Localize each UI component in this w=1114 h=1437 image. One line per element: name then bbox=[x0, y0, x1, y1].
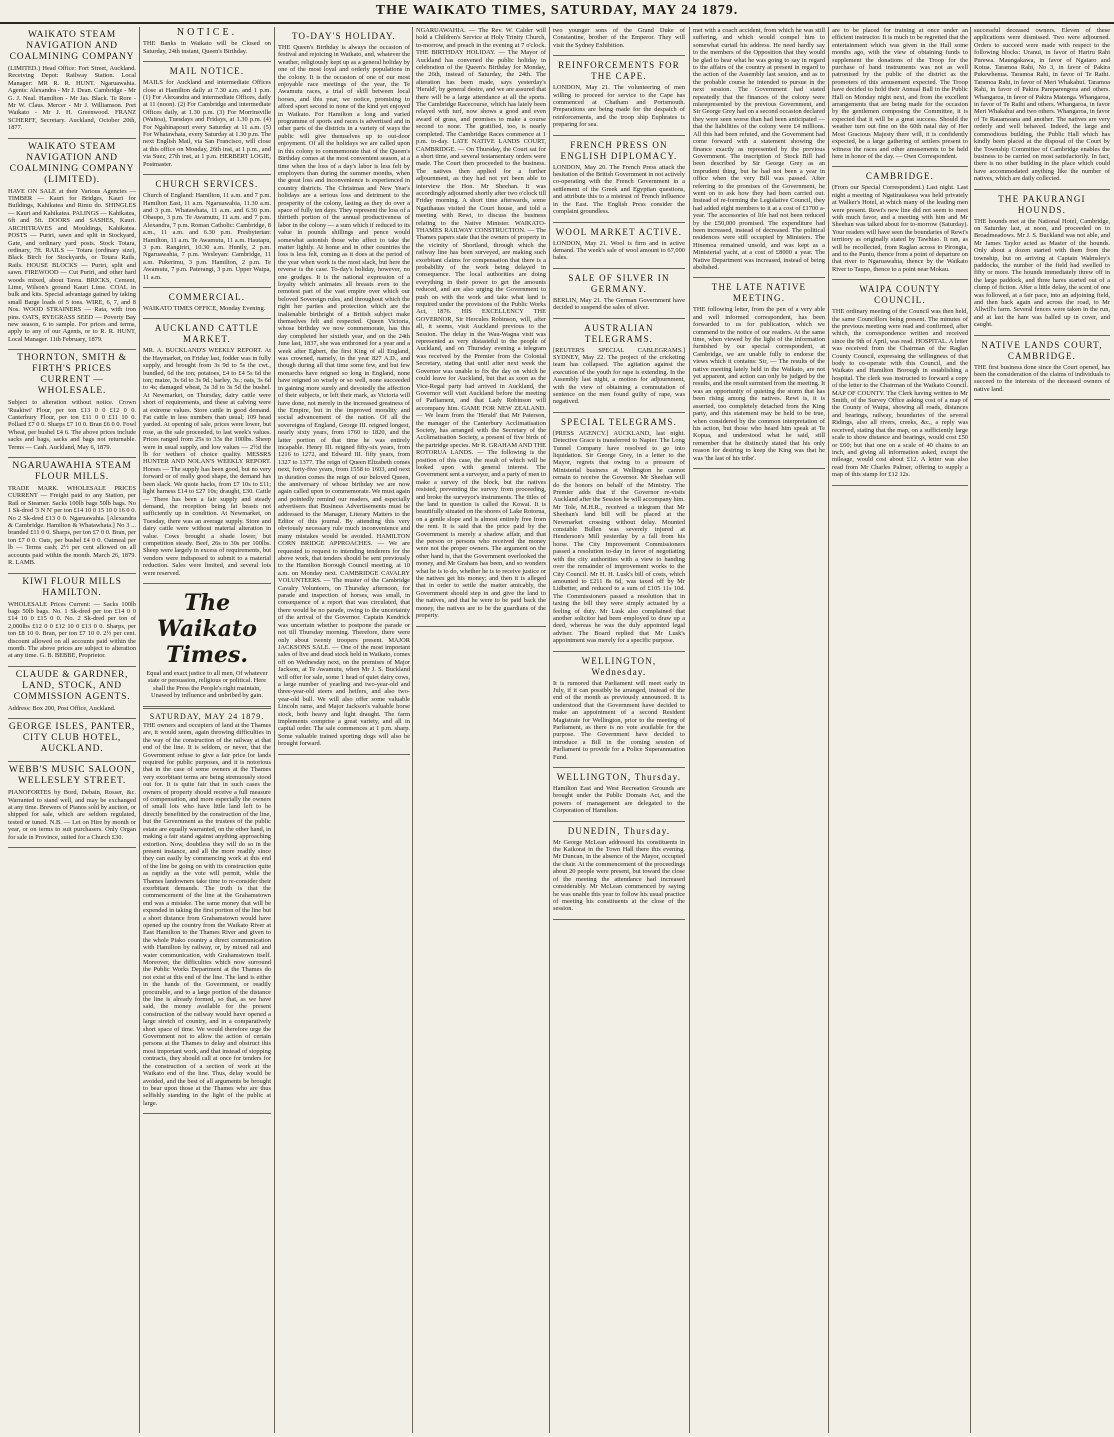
article-body: are to be placed for training at once under an efficient instructor. It is much to be regretted that the entertainment which was given in the Hall some months ago, with the view of obtaining funds to supplement the donations of the Troop for the purchase of band instruments was not as well patronised by the public of the district as the promoters of this amusement expected. The Troop have decided to hold their Annual Ball in the Public Hall on Monday night next, and from the excellent arrangements that are being made for the occasion by the gentlemen composing the Committee, it is expected that it will be a great success. Should the weather turn out fine on the 60th natal day of Her Most Gracious Majesty there will, it is confidently expected, be a large gathering of settlers present to witness the races and other amusements to be held here in honor of the day. — Own Correspondent. bbox=[832, 27, 968, 160]
advertisement-heading: CLAUDE & GARDNER, LAND, STOCK, AND COMMISSION AGENTS. bbox=[13, 669, 131, 702]
article-headline: SPECIAL TELEGRAMS. bbox=[560, 416, 678, 427]
article-body: THE following letter, from the pen of a very able and well informed correspondent, has been forwarded to us for publication, which we commend to the notice of our readers. At the same time, when viewed by the light of the information furnished by our special correspondent, at Cambridge, we are unable fully to endorse the views which it contains: Sir, — The results of the native meeting lately held in the Waikato, are not yet apparent, and action can only be judged by the results, and the result surmised from the meeting. It was an opportunity of quieting the storm that has been rising among the natives. Rewi is, it is asserted, too completely detached from the King party, and this statement may be held to be true, when considered by the common interpretation of his action, but those who heard him speak at Te Kopua, and understood what he said, still remember that he distinctly stated that his only reason for desiring to keep the King was that he was 'the last of his tribe'. bbox=[693, 306, 825, 462]
article bbox=[974, 27, 1110, 183]
section-rule bbox=[416, 626, 546, 627]
issue-dateline: SATURDAY, MAY 24 1879. bbox=[149, 711, 265, 721]
article-body: LONDON, May 20. The French Press attack the hesitation of the British Government in not actively co-operating with the French Government in a settlement of the Greek and Egyptian questions, and attribute this to a mistrust of French influence in the East. The English Press consider the complaint groundless. bbox=[553, 163, 685, 216]
advertisement-body: (LIMITED.) Head Office: Fort Street, Auckland. Receiving Depot: Railway Station. Local Manager: MR R. R. HUNT. Ngaruawahia. Agents: Alexandra - Mr J. Dean. Cambridge - Mr G. J. Neal. Hamilton - Mr Jas. Black. Te Rore - Mr W. Claus. Mercer - Mr J. Williamson. Port Waikato - Mr J. H. Greenwood. FRANZ SCHERFF, Secretary. Auckland, October 20th, 1877. bbox=[8, 65, 136, 132]
column-8 bbox=[974, 27, 1110, 1433]
article bbox=[553, 323, 685, 406]
advertisement-body: Subject to alteration without notice. Crown 'Ruakiwi' Flour, per ton £13 0 0 £12 0 0. Canterbury Flour, per ton £11 0 0 £11 10 0. Pollard £7 0 0. Sharps £7 10 0. Bran £6 0 0. Fowl Wheat, per bushel £4 6. The above prices include sacks and bags, sacks and bags not returnable. Terms — Cash. Auckland, May 6, 1879. bbox=[8, 399, 136, 451]
section-rule bbox=[832, 166, 968, 167]
article-body: THE hounds met at the National Hotel, Cambridge, on Saturday last, at noon, and proceeded on to Broadmeadows. Mr J. S. Buckland was not able, and Mr James Taylor acted as Master of the hounds. Only about a dozen started with them from the township, but on arriving at Captain Walmsley's paddocks, the number of the field had swelled to fifty or more. The hounds immediately threw off in the large paddock, and three hares started out of a clump of fiction. After a little delay, the scent of one was followed, at a fair pace, into an adjoining field, and then back again and across the road, to Mr Allwill's farm. Several fences were taken in the run, and at last the hare was balled up in cover, and caught. bbox=[974, 217, 1110, 329]
article-headline: DUNEDIN, Thursday. bbox=[567, 825, 671, 836]
column-rule bbox=[549, 27, 550, 1433]
article bbox=[553, 273, 685, 312]
advertisement-body: Address: Box 200, Post Office, Auckland. bbox=[8, 704, 116, 712]
article bbox=[553, 27, 685, 49]
article bbox=[143, 66, 271, 168]
section-rule bbox=[553, 318, 685, 319]
notice-heading: NOTICE. bbox=[176, 27, 238, 38]
column-rule bbox=[689, 27, 690, 1433]
article bbox=[416, 27, 546, 620]
article-headline: CHURCH SERVICES. bbox=[155, 179, 259, 190]
section-rule bbox=[8, 138, 136, 139]
article-body: (From our Special Correspondent.) Last night. Last night a meeting of Ngatiraukawa was held privately at Walker's Hotel, at which many of the leading men were present. Rewi's new line did not seem to meet with much favor, and a meeting with him and Mr Sheehan was talked about for to-morrow (Saturday). Your readers will have seen the boundaries of Rewi's territory as originally stated by Tawhiao. It ran, as will be recollected, from Raglan across to Pirongia, and to the Puniu, thence from a point of departure on that river to Ngaruawahia, thence by the Waikato River to Taupo, thence to a point near Mokau. bbox=[832, 184, 968, 273]
article bbox=[832, 171, 968, 273]
column-1 bbox=[8, 27, 136, 1433]
advertisement bbox=[8, 142, 136, 344]
article-body: Church of England: Hamilton, 11 a.m. and 7 p.m. Hamilton East, 11 a.m. Ngaruawahia, 11.30 a.m. and 3 p.m. Whatawhata, 11 a.m. and 6.30 p.m. Ohaupo, 3 p.m. Te Awamutu, 11 a.m. and 7 p.m. Alexandra, 7 p.m. Roman Catholic: Cambridge, 8 a.m., 11 a.m. and 6.30 p.m. Presbyterian: Hamilton, 11 a.m. Te Awamutu, 11 a.m. Hautapu, 3 p.m. Rangiriri, 10.30 a.m. Huntly, 2 p.m. Ngaruawahia, 7 p.m. Wesleyan: Cambridge, 11 a.m. Pukerimu, 3 p.m. Hamilton, 2 p.m. Te Awamutu, 7 p.m. Paterangi, 3 p.m. Upper Waipa, 11 a.m. bbox=[143, 192, 271, 281]
advertisement-heading: WEBB'S MUSIC SALOON, WELLESLEY STREET. bbox=[8, 765, 136, 787]
article bbox=[553, 417, 685, 645]
article-headline: WELLINGTON, Thursday. bbox=[556, 772, 682, 783]
article-body: MR. A. BUCKLAND'S WEEKLY REPORT. At the Haymarket, on Friday last, fodder was in fully supply, and brought from 3s 9d to 5s the cwt., bundled, 6d the ton; potatoes, £4 to £4 5s 6d the ton; maize, 3s 6d to 3s 9d.; barley, 3s.; oats, 3s 6d to 4s; damaged wheat, 3s 3d to 3s 5d the bushel. At Newmarket, on Thursday, dairy cattle were short of requirements, and these at calving were at extreme values. Store cattle in good demand. Fat cattle in less numbers than usual; 109 head yarded. At opening of sale, prices were lower, but rose, as the sale proceeded, to last week's values. Prices ranged from 25s to 33s the 100lbs. Sheep were in usual supply, and low values — 2½d the lb for wethers of choice quality. MESSRS HUNTER AND NOLAN'S WEEKLY REPORT. Horses — The supply has been good, but no very forward or of really good shape, the demand has been slack. We quote hacks, from £7 10s to £11; light harness £14 to £27 10s; draught, £30. Cattle — There has been a fair supply and steady demand, the reception being fat beasts not sufficiently up in condition. At Newmarket, on Tuesday, there was an average supply. Store and dairy cattle were without material alteration in value. Cows brought a shade lower, but competition steady. Beef, 26s to 30s per 100lbs. Sheep were largely in excess of requirements, but vendors were indisposed to submit to a material reduction. Sales were limited, and several lots were reserved. bbox=[143, 347, 271, 577]
article-body: Hamilton East and West Recreation Grounds are brought under the Public Domain Act, and the powers of management are delegated to the Corporation of Hamilton. bbox=[553, 785, 685, 815]
masthead-title: THE WAIKATO TIMES, SATURDAY, MAY 24 1879. bbox=[375, 3, 739, 18]
advertisement-heading: THORNTON, SMITH & FIRTH'S PRICES CURRENT — WHOLESALE. bbox=[17, 353, 127, 397]
article bbox=[143, 29, 271, 55]
article-headline: CAMBRIDGE. bbox=[865, 171, 935, 182]
article bbox=[832, 284, 968, 478]
advertisement-heading: NGARUAWAHIA STEAM FLOUR MILLS. bbox=[12, 461, 132, 483]
article-body: LONDON, May 21. The volunteering of men willing to proceed for service to the Cape has commenced at Chatham and Portsmouth. Preparations are being made for the despatch of reinforcements, and the troop ship Euphrates is preparing for sea. bbox=[553, 84, 685, 129]
section-rule bbox=[553, 222, 685, 223]
column-rule bbox=[828, 27, 829, 1433]
article-headline: SALE OF SILVER IN GERMANY. bbox=[568, 272, 670, 294]
section-rule bbox=[278, 754, 410, 755]
article-body: successful deceased owners. Eleven of these applications were dismissed. Two were adjourned. Orders to succeed were made with respect to the following blocks: Uranui, in favor of Hariru Rahi Purewa. Maungakawa, in favor of Ngataro and Kotua. Taramoa Rahi, No 3, in favor of Pakira Pukewhenua. Taramoa Rahi, in favor of Te Raihi. Taramoa Rahi, in favor of Meri Whakahui. Taramoa Rahi, in favor of Pakira Pareparengora and others. Whangaroa, in favor of Pakira Matenga. Whangaroa, in favor of Te Raihi and others. Whangaroa, in favor Meri Whakahui and two others. Whangaroa, in favor of Te Rauamoana and another. The natives are very orderly and well behaved. Indeed, the large and commodious building, the Public Hall which has kindly been placed at the disposal of the Court by the Township Committee of Cambridge enables the business to be carried on most satisfactorily. In fact, there is no other building in the place which could have accommodated anything like the number of natives, which are daily collected. bbox=[974, 27, 1110, 183]
advertisement bbox=[8, 722, 136, 755]
article bbox=[553, 656, 685, 761]
column-rule bbox=[412, 27, 413, 1433]
advertisement-body: TRADE MARK. WHOLESALE PRICES CURRENT — Freight paid to any Station, per Rail or Steamer. Sacks 100lb bags 50lb bags. No 1 Sk-dred '3 N N' per ton £14 10 0 15 10 0 16 0 0. No 2 Sk-dred £13 0 0. Ngaruawahia. [Alexandra & Cambridge. Hamilton & Whatawhata.] No 3 ... branded £11 0 0. Sharps, per ton £7 0 0. Bran, per ton £7 0 0. Oats, per bushel £4 0 0. Oatmeal per lb — Terms cash; 2½ per cent allowed on all accounts paid within the month. March 26, 1879. R. LAMB. bbox=[8, 485, 136, 567]
column-3 bbox=[278, 27, 410, 1433]
article bbox=[693, 27, 825, 271]
article-body: [REUTER'S SPECIAL CABLEGRAMS.] SYDNEY, May 22. The project of the cricketing team has collapsed. The agitation against the execution of the youth for rape is extending. In the Assembly last night, a motion for adjournment, with the view of obtaining a commutation of sentence on the men found guilty of rape, was negatived. bbox=[553, 346, 685, 406]
article bbox=[553, 60, 685, 128]
article bbox=[832, 27, 968, 160]
article bbox=[143, 713, 271, 1108]
section-rule bbox=[553, 919, 685, 920]
article-body: WAIKATO TIMES OFFICE, Monday Evening. bbox=[143, 304, 266, 312]
section-rule bbox=[143, 287, 271, 288]
article-body: met with a coach accident, from which he was still suffering, and which would compel him to somewhat curtail his address. He need hardly say to the members of the Opposition that they would be glad to hear what he was going to say in regard to the affairs of the country at present in regard to the action of the Assembly last session, and as to the probable course he intended to pursue in the next session. The Government had stated repeatedly that the finances of the colony were misrepresented by the previous Government, and Sir George Grey had on a second occasion declared they were seen worse than had been anticipated — that the liabilities of the colony were £4 millions. All this had been refuted, and the Government had come forward with a statement showing the finance exactly as represented by the previous Government. The inscription of Stock Bill had been described by Sir George Grey as an imprudent thing, but he had not been a year in office when the very Bill was passed. After referring to the promises of the Government, he went on to ask how they had been carried out. Instead of re-forming the Legislative Council, they had added eight members to it at a cost of £1700 a-year. The accessories of life had not been reduced by the £50,000 promised. The expenditure had been increased, instead of decreased. The political residences were still occupied by Ministers. The Hinemoa remained unsold, and was kept as a Ministerial yacht, at a cost of £8000 a year. The Native Department was increased, instead of being abolished. bbox=[693, 27, 825, 271]
section-rule bbox=[143, 318, 271, 319]
article bbox=[143, 292, 271, 312]
nameplate-block bbox=[143, 590, 271, 700]
article-body: Mr George McLean addressed his constituents in the Kaikorai in the Town Hall there this evening. Mr Duncan, in the absence of the Mayor, occupied the chair. At the commencement of the proceedings about 20 people were present, but toward the close of the meeting the attendance had increased considerably. Mr McLean commenced by saying he was unable this year to follow his usual practice of meeting his constituents at the close of the session. bbox=[553, 838, 685, 913]
article-body: Equal and exact justice to all men, Of whatever state or persuasion, religious or political. Here shall the Press the People's right maintain, Unawed by influence and unbribed by gain. bbox=[146, 669, 268, 700]
article-body: It is rumored that Parliament will meet early in July, if it can possibly be arranged, instead of the end of the month as previously announced. It is understood that the Government have decided to make an appointment of a second Resident Magistrate for Wellington, prior to the meeting of Parliament, as there is no vote available for the purpose. The Government have decided to introduce a Bill in the coming session of Parliament to provide for a Police Superannuation Fund. bbox=[553, 679, 685, 761]
section-rule bbox=[8, 847, 136, 848]
section-rule bbox=[553, 821, 685, 822]
section-rule bbox=[974, 335, 1110, 336]
column-2 bbox=[143, 27, 271, 1433]
masthead bbox=[0, 0, 1114, 24]
advertisement bbox=[8, 461, 136, 566]
section-rule bbox=[553, 412, 685, 413]
advertisement-heading: WAIKATO STEAM NAVIGATION AND COALMINING COMPANY (LIMITED). bbox=[9, 141, 135, 185]
article-headline: THE PAKURANGI HOUNDS. bbox=[998, 193, 1086, 215]
section-rule bbox=[553, 55, 685, 56]
article-body: THE owners and occupiers of land at the Thames are, it would seem, again throwing difficulties in the way of the construction of the railway at that end of the line. It is seldom, or never, that the Government refuse to give a fair price for lands required for public purposes, and it is notorious that in the case of some owners at the Thames very exorbitant terms are being strenuously stood out for. It is quite fair that in such cases the owners of property should receive a full measure of compensation, and more especially the owners of small lots who have little land left to be directly benefitted by the construction of the line, but the Government as the trustees of the public estate are equally warranted, on the other hand, in making a fair stand against anything approaching extortion. Now, doubtless they will do so in the present instance, and all the more readily since they can easily by commencing work at this end of the line be going on with its construction quite as rapidly as the vote will permit, while the Thames landowners take time to re-consider their exorbitant demands. The truth is that the commencement of the line at the Grahamstown end was a mistake. The same money that will be expended in taking the first portion of the line but a short distance from Grahamstown would have opened up the country from the Waikato River at East Hamilton to the Thames River and given to the whole Piako country a direct communication with Hamilton by railway, or, by mixed rail and water communication, with Grahamstown itself. Moreover, the difficulties which now surround the Public Works Department at the Thames do not exist at this end of the line. The land is either in the hands of the Government, or readily procurable, and to a large portion of the distance the line is already formed, so that, as we have said, the money available for the present construction of the railway would have opened a large stretch of country, and in a comparatively short space of time. We would therefore urge the Government not to allow the action of certain persons at the Thames to delay and obstruct this most important work, and that instead of stopping contracts, they should call at once for tenders for the construction of a section of work at the Waikato end of the line. Thus, delay would be avoided, and the best of all arguments be brought to bear upon those at the Thames who are thus selfishly standing in the light of the public at large. bbox=[143, 722, 271, 1107]
article-headline: WELLINGTON, Wednesday. bbox=[581, 655, 657, 677]
column-4 bbox=[416, 27, 546, 1433]
article bbox=[553, 826, 685, 913]
advertisement bbox=[8, 765, 136, 841]
article-body: [PRESS AGENCY.] AUCKLAND, last night. Detective Grace is transferred to Napier. The Long Tunnel Company have resolved to go into liquidation. Sir George Grey, in a letter to the Mayor, regrets that owing to a pressure of Ministerial business at Wellington he cannot remain to receive the Governor. Mr Sheehan will do the honors on behalf of the Ministry. The Premier adds that if the Governor re-visits Auckland after the Session he will accompany him. Mr Tole, M.H.R., received a telegram that Mr Sheehan's land bill will be placed at the Newmarket crossing without delay. Mounted constable Bullen was severely injured at Henderson's Mill yesterday by a fall from his horse. The City Improvement Commissioners passed a resolution to-day in favor of negotiating with the city authorities with a view to handing over the remainder of improvement works to the City Council. Mr H. H. Lusk's bill of costs, which amounted to £211 8s 6d, was taxed off by Mr Lidbetter, and reduced to a sum of £105 11s 10d. The Commissioners passed a resolution that in taxing the bill they were simply actuated by a feeling of duty. Mr Lusk also complained that another solicitor had been employed to draw up a deed, whereas he was the duly appointed legal adviser. The Board replied that Mr Lusk's appointment was merely for a specific purpose. bbox=[553, 429, 685, 645]
column-5 bbox=[553, 27, 685, 1433]
section-rule bbox=[8, 761, 136, 762]
article-headline: REINFORCEMENTS FOR THE CAPE. bbox=[558, 60, 680, 82]
article bbox=[553, 227, 685, 262]
section-rule bbox=[143, 1113, 271, 1114]
article-headline: WAIPA COUNTY COUNCIL. bbox=[859, 284, 941, 306]
article-body: NGARUAWAHIA. — The Rev. W. Calder will hold a Children's Service at Holy Trinity Church, to-morrow, and preach in the evening at 7 o'clock. THE BIRTHDAY HOLIDAY. — The Mayor of Auckland has convened the public holiday in celebration of the Queen's Birthday for Monday, the 26th, instead of Saturday, the 24th. The alteration has been made, says yesterday's 'Herald', by general desire, and we are assured that there will be a large attendance at all the sports. The Cambridge Racecourse, which has lately been relayed with turf, now shows a good and even award of grass, and promises to make a course second to none. The gratified, too, is nearly completed. The Cambridge Races commence at 1 p.m. to-day. LATE NATIVE LANDS COURT, CAMBRIDGE. — On Thursday, the Court sat for a short time, and several testamentary orders were made. The Court then proceeded to the business. The natives then applied for a further adjournment, as they had not yet been able to interview the Hon. Mr Sheehan. It was accordingly adjourned shortly after two o'clock till Friday morning. A short time afterwards, some Ngatihauas visited the Court house, and told a meeting with Rewi, to discuss the business relating to the Native Minister. WAIKATO-THAMES RAILWAY CONSTRUCTION. — The Thames papers state that the owners of property in the vicinity of Shortland, through which the railway line has been surveyed, are making such exorbitant claims for compensation that there is a probability of the work being delayed in consequence. The local authorities are doing everything in their power to get the amounts reduced, and are also urging the Government to push on with the work and take what land is required under the provisions of the Public Works Act, 1876. HIS EXCELLENCY THE GOVERNOR, Sir Hercules Robinson, will, after all, it seems, visit Auckland previous to the Session. The delay in the Wau-Wagna visit was represented as very distasteful to the people of Auckland, and on Thursday evening a telegram was received by the Premier from the Colonial Secretary, stating that until after next week the Governor was unable to fix the day on which he could leave for Auckland, but that as soon as the Vice-Regal party had arrived in Auckland, the Governor will visit Auckland before the meeting of Parliament, and that Lady Robinson will accompany him. GAME FOR NEW ZEALAND. — We learn from the 'Herald' that Mr Paterson, the manager of the Canterbury Acclimatisation Society, has arranged with the Secretary of the Acclimatisation Society, a present of five birds of the partridge species. Mr R. GRAHAM AND THE ROTORUA LANDS. — The following is the position of this case, the result of which will be looked upon with general interest. The Government sent a surveyor, and a party of men to make a survey of the block, but the natives resisted, preventing the survey from proceeding, and broke the surveyor's instruments. The titles of the land in question is called the Kowai. It is beautifully situated on the shores of Lake Rotorua, on a gentle slope and is almost entirely free from the rent. It is said that the price paid by the Government is merely a shadow affair, and that the person or persons who received the money were not the proper owners. The argument on the other hand is, that the Government overlooked the money, and Mr Graham has been, and so wonders what he is to do, whether he is to receive justice or the natives get his money; and then it is alleged that in order to settle the matter amicably, the Government should step in and give the land to the natives, and that he were to be paid back the money, the natives are to be the guardians of the property. bbox=[416, 27, 546, 620]
section-rule bbox=[693, 277, 825, 278]
article bbox=[278, 31, 410, 748]
section-rule bbox=[8, 349, 136, 350]
section-rule bbox=[143, 583, 271, 584]
section-rule bbox=[8, 718, 136, 719]
section-rule bbox=[553, 135, 685, 136]
advertisement-heading: KIWI FLOUR MILLS HAMILTON. bbox=[22, 576, 122, 598]
advertisement-body: HAVE ON SALE at their Various Agencies — TIMBER — Kauri for Bridges, Kauri for Buildings, Kahikatea and Rimu do. SHINGLES — Kauri and Kahikatea. PALINGS — Kahikatea, 6ft and 5ft. DOORS and SASHES, Kauri. ARCHITRAVES and Mouldings, Kahikatea. POSTS — Puriri, sawn and split in Stockyard, Gate, and ordinary yard posts. Stock Totara, ordinary, 7ft. RAILS — Totara (ordinary size), Black Birch for Stockyards, or Totara Rails, Rails. HOUSE BLOCKS — Puriri, split and sawn. FIREWOOD — Cut Puriri, and other hard woods mixed, about Tavra. BRICKS, Cement, Lime, Wilson's ground Kauri Lime. COAL in bulk and kits. Special advantage gained by taking small Barge loads of 5 tons. WIRE, 6, 7, and 8 Nos. WOOD STRAINERS — Rata, with iron pins. OATS, RYEGRASS SEED — Poverty Bay new season, 6 to sample. For prices and terms, apply to any of our Agents, or to R. R. HUNT, Local Manager. 11th February, 1879. bbox=[8, 187, 136, 343]
article-headline: WOOL MARKET ACTIVE. bbox=[555, 226, 683, 237]
advertisement bbox=[8, 30, 136, 132]
article-body: THE ordinary meeting of the Council was then held, the same Councillors being present. The minutes of the previous meeting were read and confirmed, after which, the correspondence written and received since the 9th of April, was read. HOSPITAL. A letter was received from the Chairman of the Raglan County Council, expressing the willingness of that body to co-operate with this Council, and the Waikato and Hamilton Borough in establishing a hospital. The clerk was instructed to forward a copy of the letter to the Chairman of the Waikato Council. MAP OF COUNTY. The Clerk having written to Mr Smith, of the Survey Office asking cost of a map of the County of Waipa, showing all roads, distances and bearings, railway, boundaries of the several Ridings, also all rivers, creeks, &c., a reply was received, stating that the map, on a sufficiently large scale to show distance and bearings, would cost £50 or £60; but that one on a scale of 40 chains to an inch, and giving all information asked, except the mileage, would cost about £12. A letter was also read from Mr Charles Palmer, offering to supply a map of this stamp for £12 12s. bbox=[832, 308, 968, 479]
article bbox=[143, 179, 271, 281]
article-body: THE first business done since the Court opened, has been the consideration of the claims of individuals to succeed to the interests of the deceased owners of native land. bbox=[974, 363, 1110, 393]
article-headline: TO-DAY'S HOLIDAY. bbox=[291, 31, 397, 41]
article-body: THE Queen's Birthday is always the occasion of festival and rejoicing in Waikato, and, whatever the weather, religiously kept up as a general holiday by one of the most loyal and orderly populations in the colony. It is the occasion of one of our most enjoyable race meetings of the year, the Te Awamutu races, a trial of skill between local horses, and this year, we notice, promising to afford sport second to none of the kind yet enjoyed in Waikato. For Hamilton a long and varied programme of sports and races is advertised and in other parts of the districts in a variety of ways the public will give themselves up to out-door enjoyment. Of all the holidays we are called upon in this colony to commemorate that of the Queen's Birthday comes at the most convenient season, at a time when the loss of a day's labor is less felt by employers than during the summer months, when the great loss and inconvenience is experienced in country districts. The Christmas and New Year's holidays are a serious loss and detriment to the prosperity of the colony, lasting as they do over a space of fully ten days. They represent the loss of a thirtieth portion of the annual productiveness of labor in the colony — a sum which if reduced to its value in pounds shillings and pence would somewhat astonish those who affect to take the matter lightly. At home and in other countries the loss is less felt, coming as it does at the period of the year when work is the most slack, but here the reverse is the case. To-day's holiday, however, no one grudges. It is the national expression of a loyalty which animates all breasts even to the remotest part of the vast empire over which our beloved Sovereign rules, and throughout which the right her parties and protection which are the inalienable birthright of a British subject make themselves felt and respected. Queen Victoria, whose birthday we now commemorate, has this day completed her sixtieth year, and on the 24th June last, 1837, she was enthroned for a year and a week after Egbert, the first King of all England, was crowned, namely, in the year 827 A.D., and though during all that time some few, and but few monarchs have reigned so long in England, none have reigned so wisely or so well, none succeeded in gaining more surely and devotedly the affection of their subjects, or left their mark, as Victoria will have done, not merely in the increased greatness of the Empire, but in the improved morality and social advancement of the nation. Of all the sovereigns of England, George III. reigned longest, nearly sixty years, from 1760 to 1820, and the latter portion of that time he was entirely incapable. Henry III. reigned fifty-six years, from 1216 to 1272, and Edward III. fifty years, from 1327 to 1377. The reign of Queen Elizabeth comes next, forty-five years, from 1558 to 1603, and next in duration comes the reign of our beloved Queen, the anniversary of whose birthday we are now again called upon to commemorate. We must again and pointedly remind our readers, and especially advertisers that Business Advertisements must be addressed to the Manager, Literary Matters to the Editor of this journal. By attending this very obviously necessary rule much inconvenience and many mistakes would be avoided. HAMILTON CORN BRIDGE APPROACHES. — We are requested to request to intending tenderers for the above work, that tenders should be sent previously to the Hamilton Borough Council meeting, at 10 a.m. on Monday next. CAMBRIDGE CAVALRY VOLUNTEERS. — The muster of the Cambridge Cavalry Volunteers, on Thursday afternoon, for parade and inspection of horses, was small, in consequence of a report that was circulated, that there would be no parade, owing to the uncertainty of the arrival of the Governor. Captain Kendrick was uncertain whether to postpone the parade or not till Thursday morning. Therefore, there were only about twenty troopers present. MAJOR JACKSONS SALE. — One of the most important sales of live and dead stock held in Waikato, comes off on Wednesday next, on the premises of Major Jackson, at Te Awamutu, when Mr J. S. Buckland will offer for sale, some 1 head of quiet dairy cows, a large number of yearling and two-year-old and three-year-old steers and heifers, and also two-year-old bull. We will also offer some valuable Lincoln rams, and Major Jackson's valuable horse stock, both heavy and light draught. The farm implements comprise a great variety, and all in capital order. The sale commences at 1 p.m. sharp. Some valuable trained sporting dogs will also be brought forward. bbox=[278, 44, 410, 748]
section-rule bbox=[553, 767, 685, 768]
section-rule bbox=[8, 457, 136, 458]
article-headline: COMMERCIAL. bbox=[168, 291, 246, 302]
newspaper-nameplate: The Waikato Times. bbox=[157, 589, 257, 668]
advertisement bbox=[8, 670, 136, 712]
advertisement-heading: WAIKATO STEAM NAVIGATION AND COALMINING COMPANY bbox=[9, 30, 135, 62]
article-headline: NATIVE LANDS COURT, CAMBRIDGE. bbox=[981, 339, 1103, 361]
section-rule bbox=[693, 468, 825, 469]
article-headline: AUCKLAND CATTLE MARKET. bbox=[154, 323, 260, 345]
article-body: two younger sons of the Grand Duke of Constantine, brother of the Emperor. They will visit the Sydney Exhibition. bbox=[553, 27, 685, 49]
article bbox=[693, 282, 825, 462]
column-6 bbox=[693, 27, 825, 1433]
article bbox=[974, 194, 1110, 329]
section-rule bbox=[8, 666, 136, 667]
article-body: MAILS for Auckland and intermediate Offices close at Hamilton daily at 7.30 a.m. and 1 p.m. (1) For Alexandra and intermediate Offices, daily at 11 (noon). (2) For Cambridge and intermediate Offices daily, at 1.30 p.m. (3) For Morrinsville (Waitoa), Tuesdays and Fridays, at 1.30 p.m. (4) For Ngahinapouri every Saturday at 11 a.m. (5) For Whatawhata, every Saturday at 1.30 p.m. The next English Mail, via San Francisco, will close at this office on Monday, 26th inst, at 1 p.m., and via Suez, 27th inst, at 1 p.m. HERBERT LOGIE, Postmaster. bbox=[143, 79, 271, 168]
article-headline: MAIL NOTICE. bbox=[169, 66, 245, 77]
column-rule bbox=[274, 27, 275, 1433]
advertisement-body: PIANOFORTES by Bord, Debain, Rosser, &c. Warranted to stand well, and may be exchanged at any time. Brewers of Pianos sold by auction, or shipped for sale, which are seldom regulated, tested or tuned. N.B. — Let on Hire by month or year, or on terms to suit purchasers. Only Organ for sale in Province, suited for a Church £30. bbox=[8, 789, 136, 841]
double-rule bbox=[143, 706, 271, 709]
section-rule bbox=[974, 399, 1110, 400]
article-body: LONDON, May 21. Wool is firm and in active demand. The week's sale of wool amount to 67,000 bales. bbox=[553, 239, 685, 262]
section-rule bbox=[553, 651, 685, 652]
article-headline: AUSTRALIAN TELEGRAMS. bbox=[584, 322, 654, 344]
advertisement bbox=[8, 353, 136, 451]
article-headline: THE LATE NATIVE MEETING. bbox=[711, 282, 807, 304]
column-7 bbox=[832, 27, 968, 1433]
advertisement-body: WHOLESALE Prices Current: — Sacks 100lb bags 50lb bags. No. 1 Sk-dred per ton £14 0 0 £14 10 0 £15 0 0. No. 2 Sk-dred per ton of 2,000lbs £12 0 0 £12 10 0 £13 0 0. Sharps, per ton £8 10 0. Bran, per ton £7 10 0. 2½ per cent. discount allowed on all accounts paid within the month. The above prices are subject to alteration at any time. G. B. BEBBE, Proprietor. bbox=[8, 600, 136, 660]
section-rule bbox=[832, 279, 968, 280]
article bbox=[143, 323, 271, 577]
article-body: THE Banks in Waikato will be Closed on Saturday, 24th instant, Queen's Birthday. bbox=[143, 40, 271, 55]
article-body: BERLIN, May 21. The German Government have decided to suspend the sales of silver. bbox=[553, 296, 685, 312]
advertisement bbox=[8, 577, 136, 660]
section-rule bbox=[143, 61, 271, 62]
section-rule bbox=[8, 573, 136, 574]
section-rule bbox=[974, 189, 1110, 190]
article bbox=[974, 340, 1110, 394]
advertisement-heading: GEORGE ISLES, PANTER, CITY CLUB HOTEL, AUCKLAND. bbox=[8, 722, 136, 755]
section-rule bbox=[832, 485, 968, 486]
article bbox=[553, 772, 685, 815]
column-rule bbox=[970, 27, 971, 1433]
section-rule bbox=[553, 268, 685, 269]
section-rule bbox=[143, 174, 271, 175]
article-headline: FRENCH PRESS ON ENGLISH DIPLOMACY. bbox=[560, 139, 678, 161]
article bbox=[553, 140, 685, 216]
column-rule bbox=[139, 27, 140, 1433]
